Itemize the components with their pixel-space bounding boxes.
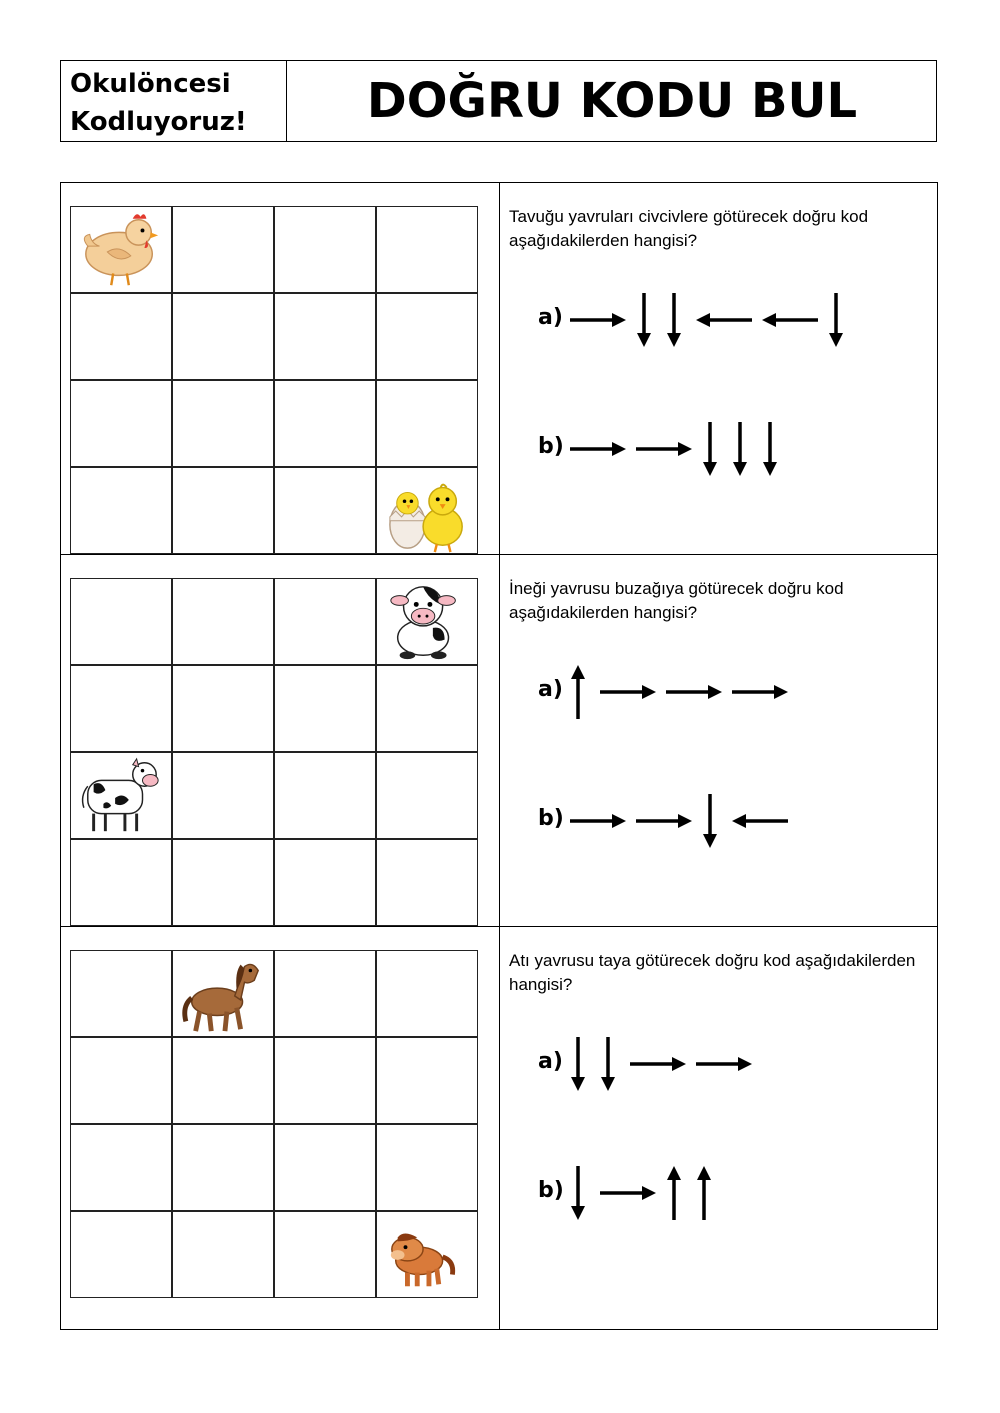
up-arrow-icon: [570, 665, 586, 719]
option-label[interactable]: b): [538, 806, 564, 831]
down-arrow-icon: [666, 293, 682, 347]
right-arrow-icon: [570, 813, 626, 829]
grid-cell: [172, 1211, 274, 1298]
grid-cell: [172, 665, 274, 752]
grid-cell: [376, 665, 478, 752]
right-arrow-icon: [570, 312, 626, 328]
page-title: DOĞRU KODU BUL: [366, 73, 858, 129]
right-arrow-icon: [636, 441, 692, 457]
grid-cell: [172, 380, 274, 467]
question-text: İneği yavrusu buzağıya götürecek doğru kod aşağıdakilerden hangisi?: [509, 579, 844, 622]
down-arrow-icon: [762, 422, 778, 476]
left-arrow-icon: [696, 312, 752, 328]
brand-line-2: Kodluyoruz!: [70, 107, 247, 137]
grid-cell: [70, 1037, 172, 1124]
left-arrow-icon: [732, 813, 788, 829]
right-arrow-icon: [630, 1056, 686, 1072]
grid-cell: [274, 665, 376, 752]
grid-cell: [274, 206, 376, 293]
cow-icon: [77, 753, 165, 839]
grid-cell: [376, 752, 478, 839]
grid-cell: [70, 1124, 172, 1211]
grid-cell: [172, 467, 274, 554]
grid-cell: [70, 578, 172, 665]
hen-icon: [77, 207, 165, 293]
row-divider-2: [60, 926, 938, 927]
grid-cell: [274, 950, 376, 1037]
grid-cell: [274, 1124, 376, 1211]
calf-icon: [383, 579, 471, 665]
horse-icon: [179, 951, 267, 1037]
brand-box: [61, 61, 287, 141]
down-arrow-icon: [732, 422, 748, 476]
option-label[interactable]: a): [538, 305, 563, 330]
down-arrow-icon: [636, 293, 652, 347]
chicks-icon: [383, 468, 471, 554]
right-arrow-icon: [732, 684, 788, 700]
grid-cell: [172, 752, 274, 839]
down-arrow-icon: [702, 422, 718, 476]
option-label[interactable]: a): [538, 677, 563, 702]
grid-cell: [172, 578, 274, 665]
question-text: Tavuğu yavruları civcivlere götürecek doğru kod aşağıdakilerden hangisi?: [509, 207, 869, 250]
grid-cell: [172, 206, 274, 293]
grid-cell: [172, 1037, 274, 1124]
option-label[interactable]: b): [538, 434, 564, 459]
down-arrow-icon: [570, 1037, 586, 1091]
grid-cell: [70, 467, 172, 554]
right-arrow-icon: [696, 1056, 752, 1072]
grid-cell: [70, 293, 172, 380]
grid-cell: [376, 206, 478, 293]
grid-cell: [376, 380, 478, 467]
right-arrow-icon: [636, 813, 692, 829]
grid-cell: [376, 839, 478, 926]
right-arrow-icon: [600, 1185, 656, 1201]
grid-cell: [70, 839, 172, 926]
grid-cell: [274, 293, 376, 380]
header-box: [60, 60, 937, 142]
down-arrow-icon: [702, 794, 718, 848]
option-label[interactable]: b): [538, 1178, 564, 1203]
grid-cell: [376, 950, 478, 1037]
grid-cell: [172, 293, 274, 380]
grid-cell: [274, 578, 376, 665]
down-arrow-icon: [570, 1166, 586, 1220]
right-arrow-icon: [570, 441, 626, 457]
right-arrow-icon: [600, 684, 656, 700]
grid-cell: [376, 1037, 478, 1124]
down-arrow-icon: [600, 1037, 616, 1091]
grid-cell: [376, 293, 478, 380]
grid-cell: [274, 752, 376, 839]
up-arrow-icon: [696, 1166, 712, 1220]
grid-cell: [274, 467, 376, 554]
right-arrow-icon: [666, 684, 722, 700]
brand-line-1: Okulöncesi: [70, 69, 231, 99]
grid-cell: [274, 380, 376, 467]
grid-cell: [172, 1124, 274, 1211]
grid-cell: [172, 839, 274, 926]
up-arrow-icon: [666, 1166, 682, 1220]
grid-cell: [70, 1211, 172, 1298]
grid-cell: [376, 1124, 478, 1211]
grid-cell: [70, 380, 172, 467]
column-divider: [499, 182, 500, 1330]
grid-cell: [274, 839, 376, 926]
question-text: Atı yavrusu taya götürecek doğru kod aşağıdakilerden hangisi?: [509, 951, 916, 994]
foal-icon: [383, 1212, 471, 1298]
grid-cell: [70, 665, 172, 752]
left-arrow-icon: [762, 312, 818, 328]
grid-cell: [274, 1037, 376, 1124]
row-divider-1: [60, 554, 938, 555]
option-label[interactable]: a): [538, 1049, 563, 1074]
grid-cell: [274, 1211, 376, 1298]
grid-cell: [70, 950, 172, 1037]
down-arrow-icon: [828, 293, 844, 347]
